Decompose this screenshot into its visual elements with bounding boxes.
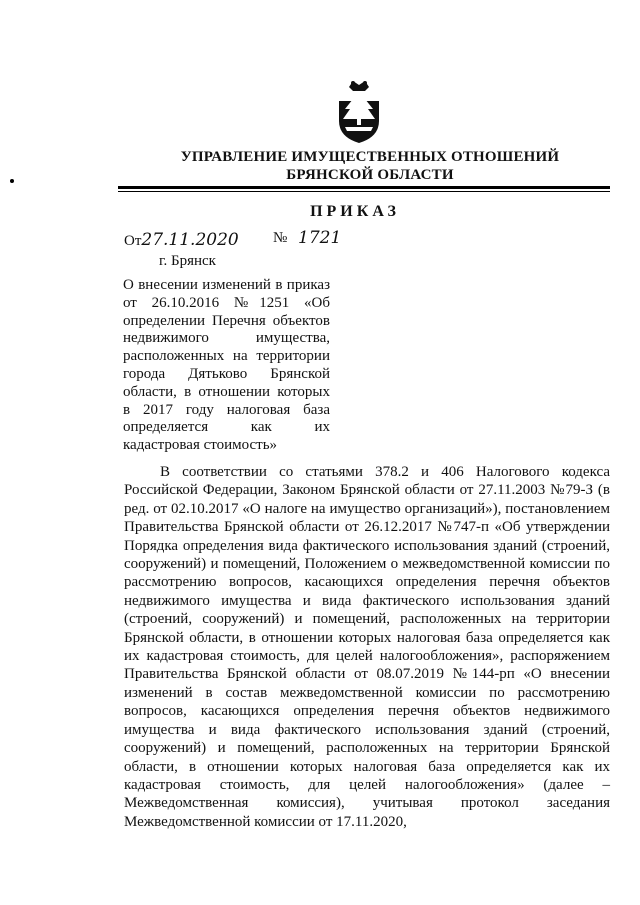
number-label: № (273, 230, 288, 246)
coat-of-arms-icon (331, 79, 387, 145)
document-type-title: ПРИКАЗ (310, 203, 400, 220)
scan-speck (10, 179, 14, 183)
date-prefix: От (124, 233, 142, 249)
handwritten-date: 27.11.2020 (141, 230, 239, 250)
order-subject (123, 277, 330, 455)
org-name-line1: УПРАВЛЕНИЕ ИМУЩЕСТВЕННЫХ ОТНОШЕНИЙ (180, 149, 560, 165)
handwritten-number: 1721 (298, 228, 342, 248)
org-name-line2: БРЯНСКОЙ ОБЛАСТИ (286, 167, 454, 183)
header-divider-thick (118, 186, 610, 189)
order-preamble-paragraph: В соответствии со статьями 378.2 и 406 Налогового кодекса Российской Федерации, Законом Брянской области от 27.11.2003 №79-З (в ред. от 02.10.2017 «О налоге на имущество организаций»), постановлением Правительства Брянской области от 26.12.2017 №747-п «Об утверждении Порядка определения вида фактического использования зданий (строений, сооружений) и помещений, Положением о межведомственной комиссии по рассмотрению вопросов, касающихся определения перечня объектов недвижимого имущества и вида фактического использования зданий (строений, сооружений) и помещений, расположенных на территории Брянской области, в отношении которых налоговая база определяется как их кадастровая стоимость, для целей налогообложения», распоряжением Правительства Брянской области от 08.07.2019 №144-рп «О внесении изменений в состав межведомственной комиссии по рассмотрению вопросов, касающихся определения перечня объектов недвижимого имущества и вида фактического использования зданий (строений, сооружений) и помещений, расположенных на территории Брянской области, в отношении которых налоговая база определяется как их кадастровая стоимость, для целей налогообложения» (далее – Межведомственная комиссия), учитывая протокол заседания Межведомственной комиссии от 17.11.2020, (124, 464, 610, 830)
order-subject-text: О внесении изменений в приказ от 26.10.2016 №1251 «Об определении Перечня объектов недвижимого имущества, расположенных на территории города Дятьково Брянской области, в отношении которых в 2017 году налоговая база определяется как их кадастровая стоимость» (123, 277, 330, 454)
header-divider-thin (118, 191, 610, 192)
city-label: г. Брянск (159, 253, 216, 269)
date-line (124, 230, 239, 250)
